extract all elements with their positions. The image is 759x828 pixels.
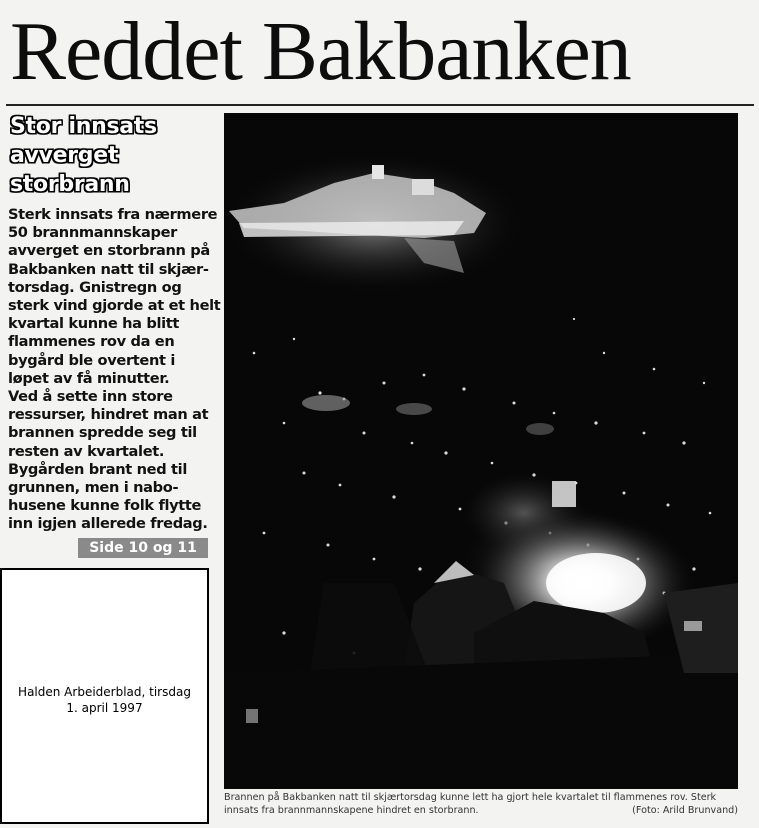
page-reference-badge: Side 10 og 11 bbox=[78, 538, 208, 558]
subheadline bbox=[10, 112, 215, 199]
body-line: 50 brannmannskaper bbox=[8, 224, 177, 242]
body-line: kvartal kunne ha blitt bbox=[8, 315, 180, 333]
body-line: Bakbanken natt til skjær- bbox=[8, 260, 209, 278]
photo-image bbox=[224, 113, 738, 789]
night-fire-photo bbox=[224, 113, 738, 789]
body-line: husene kunne folk flytte bbox=[8, 497, 202, 515]
body-line: bygård ble overtent i bbox=[8, 351, 176, 369]
body-line: inn igjen allerede fredag. bbox=[8, 515, 208, 533]
body-line: flammenes rov da en bbox=[8, 333, 175, 351]
photo-credit: (Foto: Arild Brunvand) bbox=[632, 804, 738, 816]
body-line: brannen spredde seg til bbox=[8, 424, 197, 442]
subheadline-line: storbrann bbox=[10, 172, 130, 197]
headline: Reddet Bakbanken bbox=[10, 5, 631, 98]
caption-line: innsats fra brannmannskapene hindret en storbrann. bbox=[224, 804, 479, 816]
body-line: torsdag. Gnistregn og bbox=[8, 278, 182, 296]
body-line: løpet av få minutter. bbox=[8, 369, 170, 387]
source-publication: Halden Arbeiderblad, tirsdag bbox=[18, 685, 191, 699]
source-date: 1. april 1997 bbox=[66, 701, 143, 715]
body-line: Bygården brant ned til bbox=[8, 460, 187, 478]
caption-line: Brannen på Bakbanken natt til skjærtorsdag kunne lett ha gjort hele kvartalet til flammenes rov. Sterk bbox=[224, 792, 717, 803]
source-text bbox=[2, 684, 207, 716]
body-line: avverget en storbrann på bbox=[8, 242, 210, 260]
body-line: ressurser, hindret man at bbox=[8, 406, 209, 424]
source-box bbox=[0, 568, 209, 824]
body-line: sterk vind gjorde at et helt bbox=[8, 297, 221, 315]
body-line: Ved å sette inn store bbox=[8, 388, 173, 406]
subheadline-line: Stor innsats bbox=[10, 114, 157, 139]
photo-caption bbox=[224, 792, 744, 817]
article-body bbox=[8, 206, 221, 534]
headline-divider bbox=[6, 104, 754, 106]
body-line: resten av kvartalet. bbox=[8, 442, 165, 460]
subheadline-line: avverget bbox=[10, 143, 119, 168]
body-line: grunnen, men i nabo- bbox=[8, 479, 179, 497]
body-line: Sterk innsats fra nærmere bbox=[8, 206, 218, 223]
